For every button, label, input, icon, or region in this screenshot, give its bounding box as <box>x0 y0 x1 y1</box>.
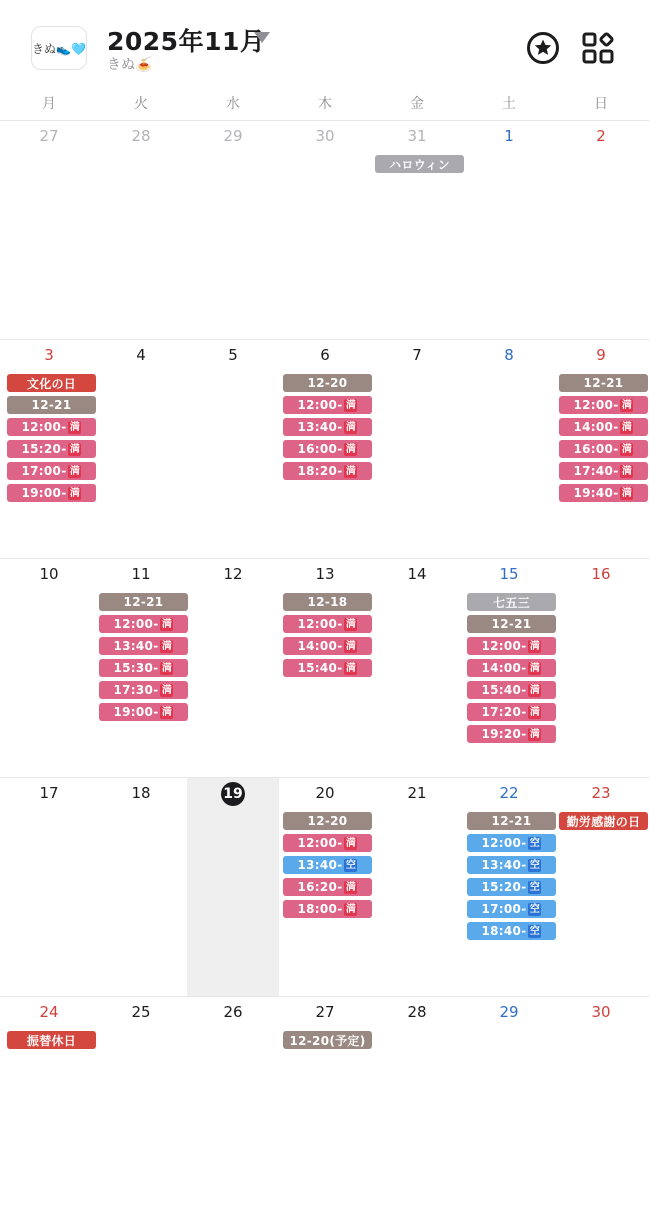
day-cell[interactable] <box>95 778 187 996</box>
day-cell[interactable] <box>463 121 555 339</box>
full-slot-chip[interactable] <box>283 440 372 458</box>
full-slot-chip[interactable] <box>559 396 648 414</box>
chip-label: 19:00- <box>113 705 159 719</box>
day-number: 9 <box>596 346 606 364</box>
event-list <box>559 812 648 834</box>
chip-label: 13:40- <box>297 858 343 872</box>
weekday-label: 日 <box>594 96 608 112</box>
time-range-chip[interactable] <box>7 396 96 414</box>
day-number: 25 <box>131 1003 151 1021</box>
day-number: 6 <box>320 346 330 364</box>
day-number: 16 <box>591 565 611 583</box>
full-badge: 満 <box>345 662 357 674</box>
full-badge: 満 <box>621 421 633 433</box>
chip-label: 16:00- <box>297 442 343 456</box>
chip-label: 12-21 <box>31 398 72 412</box>
chip-label: 13:40- <box>113 639 159 653</box>
full-slot-chip[interactable] <box>467 637 556 655</box>
day-cell[interactable] <box>371 121 463 339</box>
chip-label: 15:20- <box>21 442 67 456</box>
day-cell[interactable] <box>279 559 371 777</box>
full-badge: 満 <box>345 465 357 477</box>
day-number: 5 <box>228 346 238 364</box>
chip-label: 19:40- <box>573 486 619 500</box>
day-number: 4 <box>136 346 146 364</box>
day-number: 14 <box>407 565 427 583</box>
chip-label: 15:30- <box>113 661 159 675</box>
event-chip[interactable] <box>375 155 464 173</box>
available-slot-chip[interactable] <box>467 856 556 874</box>
time-range-chip[interactable] <box>283 374 372 392</box>
full-badge: 満 <box>161 662 173 674</box>
calendar-subtitle: きぬ🍝 <box>107 57 153 73</box>
chip-label: 12-21 <box>491 617 532 631</box>
day-cell[interactable] <box>463 559 555 777</box>
day-number: 8 <box>504 346 514 364</box>
weekday-label: 木 <box>318 96 332 112</box>
time-range-chip[interactable] <box>283 1031 372 1049</box>
event-list <box>283 374 372 484</box>
chip-label: 15:40- <box>481 683 527 697</box>
chip-label: 12:00- <box>573 398 619 412</box>
chip-label: 振替休日 <box>26 1033 77 1048</box>
day-cell[interactable] <box>279 778 371 996</box>
full-slot-chip[interactable] <box>467 703 556 721</box>
chip-label: 15:40- <box>297 661 343 675</box>
full-slot-chip[interactable] <box>283 878 372 896</box>
holiday-chip[interactable] <box>7 1031 96 1049</box>
chip-label: 12:00- <box>481 836 527 850</box>
day-number: 18 <box>131 784 151 802</box>
day-number: 2 <box>596 127 606 145</box>
weekday-label: 水 <box>226 96 240 112</box>
full-slot-chip[interactable] <box>283 418 372 436</box>
available-slot-chip[interactable] <box>467 922 556 940</box>
chip-label: 七五三 <box>493 595 530 610</box>
available-slot-chip[interactable] <box>467 834 556 852</box>
available-badge: 空 <box>529 881 541 893</box>
week-row <box>0 121 649 339</box>
chip-label: 18:40- <box>481 924 527 938</box>
day-cell[interactable] <box>3 340 95 558</box>
day-number: 28 <box>131 127 151 145</box>
full-slot-chip[interactable] <box>99 703 188 721</box>
day-cell[interactable] <box>371 559 463 777</box>
available-badge: 空 <box>529 859 541 871</box>
full-slot-chip[interactable] <box>99 637 188 655</box>
chip-label: 14:00- <box>573 420 619 434</box>
chip-label: 勤労感謝の日 <box>566 814 641 829</box>
full-slot-chip[interactable] <box>283 900 372 918</box>
day-cell[interactable] <box>95 340 187 558</box>
holiday-chip[interactable] <box>559 812 648 830</box>
full-slot-chip[interactable] <box>283 396 372 414</box>
day-cell[interactable] <box>187 997 279 1215</box>
day-cell[interactable] <box>279 340 371 558</box>
day-number: 20 <box>315 784 335 802</box>
chip-label: 18:20- <box>297 464 343 478</box>
full-badge: 満 <box>345 881 357 893</box>
full-slot-chip[interactable] <box>559 484 648 502</box>
day-cell[interactable] <box>371 340 463 558</box>
full-badge: 満 <box>69 421 81 433</box>
day-cell[interactable] <box>463 778 555 996</box>
day-number: 11 <box>131 565 151 583</box>
full-badge: 満 <box>529 706 541 718</box>
day-number: 21 <box>407 784 427 802</box>
full-slot-chip[interactable] <box>283 834 372 852</box>
day-cell[interactable] <box>95 121 187 339</box>
chip-label: 12:00- <box>297 836 343 850</box>
day-cell[interactable] <box>3 559 95 777</box>
day-number: 13 <box>315 565 335 583</box>
full-badge: 満 <box>345 837 357 849</box>
full-badge: 満 <box>161 640 173 652</box>
day-cell[interactable] <box>95 997 187 1215</box>
day-cell[interactable] <box>187 121 279 339</box>
time-range-chip[interactable] <box>283 593 372 611</box>
event-list <box>283 593 372 681</box>
star-circle-icon <box>525 30 561 66</box>
full-slot-chip[interactable] <box>467 659 556 677</box>
full-badge: 満 <box>621 443 633 455</box>
day-number: 29 <box>499 1003 519 1021</box>
chip-label: 14:00- <box>481 661 527 675</box>
day-cell[interactable] <box>279 121 371 339</box>
holiday-chip[interactable] <box>7 374 96 392</box>
full-badge: 満 <box>345 618 357 630</box>
chip-label: 12-20 <box>307 376 348 390</box>
weekday-label: 月 <box>42 96 56 112</box>
full-slot-chip[interactable] <box>467 725 556 743</box>
full-badge: 満 <box>621 399 633 411</box>
full-slot-chip[interactable] <box>99 659 188 677</box>
available-slot-chip[interactable] <box>467 878 556 896</box>
weekday-label: 土 <box>502 96 516 112</box>
day-number: 29 <box>223 127 243 145</box>
day-number: 22 <box>499 784 519 802</box>
apps-grid-icon <box>580 30 616 66</box>
chip-label: 12:00- <box>481 639 527 653</box>
day-number: 26 <box>223 1003 243 1021</box>
weekday-header <box>0 88 649 120</box>
full-badge: 満 <box>345 903 357 915</box>
full-slot-chip[interactable] <box>559 462 648 480</box>
chip-label: 16:20- <box>297 880 343 894</box>
weekday-label: 金 <box>410 96 424 112</box>
chip-label: 12-18 <box>307 595 348 609</box>
star-button[interactable] <box>525 30 561 66</box>
chip-label: 19:00- <box>21 486 67 500</box>
chip-label: 12:00- <box>21 420 67 434</box>
event-chip[interactable] <box>467 593 556 611</box>
apps-button[interactable] <box>580 30 616 66</box>
chevron-down-icon[interactable] <box>254 32 270 43</box>
event-list <box>99 593 188 725</box>
chip-label: 12-21 <box>491 814 532 828</box>
event-list <box>467 593 556 747</box>
avatar[interactable]: きぬ👟🩵 <box>31 26 87 70</box>
week-row <box>0 559 649 777</box>
day-cell[interactable] <box>463 997 555 1215</box>
full-slot-chip[interactable] <box>7 462 96 480</box>
day-cell[interactable] <box>555 121 647 339</box>
chip-label: 12-21 <box>123 595 164 609</box>
full-slot-chip[interactable] <box>559 440 648 458</box>
chip-label: 13:40- <box>481 858 527 872</box>
day-number: 24 <box>39 1003 59 1021</box>
day-cell[interactable] <box>463 340 555 558</box>
full-slot-chip[interactable] <box>283 462 372 480</box>
week-row <box>0 340 649 558</box>
day-cell[interactable] <box>95 559 187 777</box>
chip-label: 17:00- <box>21 464 67 478</box>
day-number: 30 <box>315 127 335 145</box>
day-cell[interactable] <box>555 997 647 1215</box>
available-slot-chip[interactable] <box>467 900 556 918</box>
day-number: 3 <box>44 346 54 364</box>
event-list <box>283 1031 372 1053</box>
chip-label: 12:00- <box>113 617 159 631</box>
full-slot-chip[interactable] <box>467 681 556 699</box>
day-number <box>187 784 279 806</box>
day-cell[interactable] <box>555 340 647 558</box>
chip-label: 12:00- <box>297 617 343 631</box>
full-badge: 満 <box>345 421 357 433</box>
week-row <box>0 997 649 1215</box>
full-slot-chip[interactable] <box>99 615 188 633</box>
chip-label: 18:00- <box>297 902 343 916</box>
day-cell[interactable] <box>279 997 371 1215</box>
chip-label: 12-20 <box>307 814 348 828</box>
event-list <box>559 374 648 506</box>
day-cell[interactable] <box>3 121 95 339</box>
day-cell[interactable] <box>3 997 95 1215</box>
calendar-header <box>0 0 649 88</box>
chip-label: 13:40- <box>297 420 343 434</box>
full-slot-chip[interactable] <box>7 484 96 502</box>
full-badge: 満 <box>161 684 173 696</box>
available-badge: 空 <box>529 837 541 849</box>
full-badge: 満 <box>345 640 357 652</box>
full-badge: 満 <box>529 662 541 674</box>
time-range-chip[interactable] <box>467 615 556 633</box>
chip-label: 12-21 <box>583 376 624 390</box>
full-slot-chip[interactable] <box>283 615 372 633</box>
available-badge: 空 <box>529 903 541 915</box>
time-range-chip[interactable] <box>99 593 188 611</box>
day-cell[interactable] <box>187 559 279 777</box>
day-number: 15 <box>499 565 519 583</box>
day-cell[interactable] <box>371 778 463 996</box>
day-cell[interactable] <box>187 778 279 996</box>
full-slot-chip[interactable] <box>7 418 96 436</box>
event-list <box>7 1031 96 1053</box>
day-number: 28 <box>407 1003 427 1021</box>
chip-label: 17:00- <box>481 902 527 916</box>
day-number: 1 <box>504 127 514 145</box>
weekday-label: 火 <box>134 96 148 112</box>
month-title[interactable]: 2025年11月 <box>107 27 266 56</box>
event-list <box>467 812 556 944</box>
chip-label: 17:30- <box>113 683 159 697</box>
day-cell[interactable] <box>3 778 95 996</box>
full-slot-chip[interactable] <box>559 418 648 436</box>
day-number: 10 <box>39 565 59 583</box>
full-slot-chip[interactable] <box>7 440 96 458</box>
available-slot-chip[interactable] <box>283 856 372 874</box>
full-badge: 満 <box>69 465 81 477</box>
day-number: 17 <box>39 784 59 802</box>
day-number: 30 <box>591 1003 611 1021</box>
today-marker: 19 <box>221 782 245 806</box>
full-badge: 満 <box>345 443 357 455</box>
time-range-chip[interactable] <box>283 812 372 830</box>
full-slot-chip[interactable] <box>283 637 372 655</box>
available-badge: 空 <box>345 859 357 871</box>
full-badge: 満 <box>529 640 541 652</box>
event-list <box>283 812 372 922</box>
day-number: 31 <box>407 127 427 145</box>
day-number: 27 <box>315 1003 335 1021</box>
full-badge: 満 <box>161 618 173 630</box>
full-slot-chip[interactable] <box>99 681 188 699</box>
day-number: 7 <box>412 346 422 364</box>
week-row <box>0 778 649 996</box>
day-cell[interactable] <box>555 559 647 777</box>
day-number: 12 <box>223 565 243 583</box>
chip-label: 15:20- <box>481 880 527 894</box>
day-number: 23 <box>591 784 611 802</box>
full-badge: 満 <box>69 443 81 455</box>
full-badge: 満 <box>529 728 541 740</box>
chip-label: 19:20- <box>481 727 527 741</box>
full-badge: 満 <box>345 399 357 411</box>
full-slot-chip[interactable] <box>283 659 372 677</box>
chip-label: 16:00- <box>573 442 619 456</box>
full-badge: 満 <box>621 487 633 499</box>
event-list <box>7 374 96 506</box>
day-cell[interactable] <box>555 778 647 996</box>
day-number: 27 <box>39 127 59 145</box>
chip-label: 12-20(予定) <box>289 1033 366 1048</box>
day-cell[interactable] <box>371 997 463 1215</box>
chip-label: 文化の日 <box>26 376 77 391</box>
chip-label: 14:00- <box>297 639 343 653</box>
event-list <box>375 155 464 177</box>
time-range-chip[interactable] <box>467 812 556 830</box>
available-badge: 空 <box>529 925 541 937</box>
chip-label: 17:20- <box>481 705 527 719</box>
chip-label: ハロウィン <box>389 157 450 172</box>
full-badge: 満 <box>69 487 81 499</box>
chip-label: 12:00- <box>297 398 343 412</box>
chip-label: 17:40- <box>573 464 619 478</box>
full-badge: 満 <box>161 706 173 718</box>
full-badge: 満 <box>529 684 541 696</box>
day-cell[interactable] <box>187 340 279 558</box>
time-range-chip[interactable] <box>559 374 648 392</box>
full-badge: 満 <box>621 465 633 477</box>
